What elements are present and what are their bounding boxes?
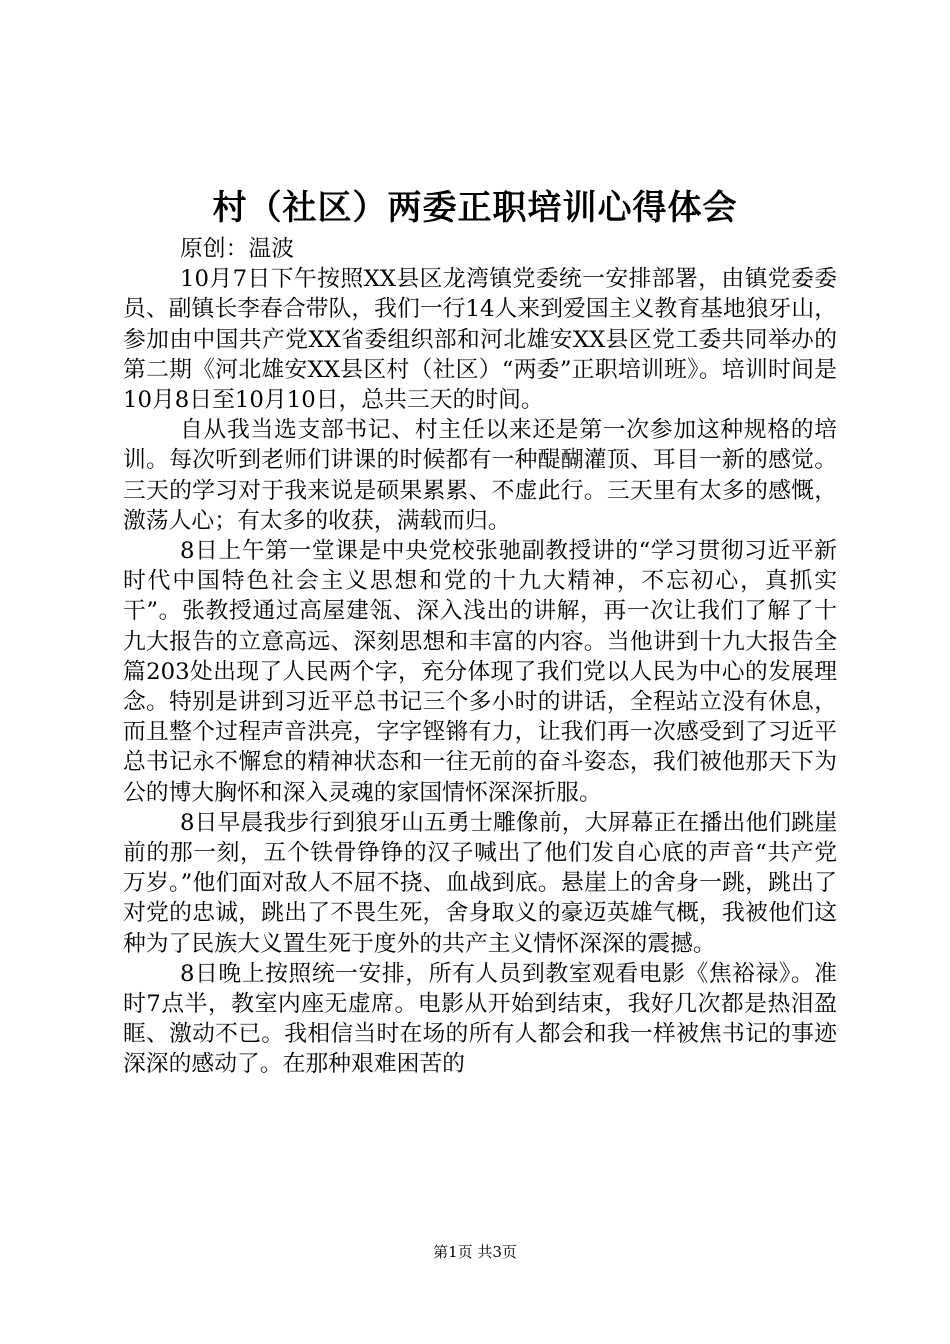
document-title: 村（社区）两委正职培训心得体会 bbox=[212, 188, 738, 228]
paragraph-1: 10月7日下午按照XX县区龙湾镇党委统一安排部署，由镇党委委员、副镇长李春合带队，我们一行14人来到爱国主义教育基地狼牙山，参加由中国共产党XX省委组织部和河北雄安XX县区党工委共同举办的第二期《河北雄安XX县区村（社区）“两委”正职培训班》。培训时间是10月8日至10月10日，总共三天的时间。 bbox=[123, 266, 837, 414]
author-line: 原创：温波 bbox=[180, 236, 294, 262]
document-body bbox=[123, 234, 837, 1080]
paragraph-3: 8日上午第一堂课是中央党校张驰副教授讲的“学习贯彻习近平新时代中国特色社会主义思想和党的十九大精神，不忘初心，真抓实干”。张教授通过高屋建瓴、深入浅出的讲解，再一次让我们了解了十九大报告的立意高远、深刻思想和丰富的内容。当他讲到十九大报告全篇203处出现了人民两个字，充分体现了我们党以人民为中心的发展理念。特别是讲到习近平总书记三个多小时的讲话，全程站立没有休息，而且整个过程声音洪亮，字字铿锵有力，让我们再一次感受到了习近平总书记永不懈怠的精神状态和一往无前的奋斗姿态，我们被他那天下为公的博大胸怀和深入灵魂的家国情怀深深折服。 bbox=[123, 538, 837, 806]
paragraph-2: 自从我当选支部书记、村主任以来还是第一次参加这种规格的培训。每次听到老师们讲课的时候都有一种醍醐灌顶、耳目一新的感觉。三天的学习对于我来说是硕果累累、不虚此行。三天里有太多的感慨，激荡人心；有太多的收获，满载而归。 bbox=[123, 417, 837, 534]
page-number-footer: 第1页 共3页 bbox=[433, 1243, 517, 1261]
paragraph-5: 8日晚上按照统一安排，所有人员到教室观看电影《焦裕禄》。准时7点半，教室内座无虚席。电影从开始到结束，我好几次都是热泪盈眶、激动不已。我相信当时在场的所有人都会和我一样被焦书记的事迹深深的感动了。在那种艰难困苦的 bbox=[123, 960, 837, 1078]
paragraph-4: 8日早晨我步行到狼牙山五勇士雕像前，大屏幕正在播出他们跳崖前的那一刻，五个铁骨铮铮的汉子喊出了他们发自心底的声音“共产党万岁。”他们面对敌人不屈不挠、血战到底。悬崖上的舍身一跳，跳出了对党的忠诚，跳出了不畏生死，舍身取义的豪迈英雄气概，我被他们这种为了民族大义置生死于度外的共产主义情怀深深的震撼。 bbox=[123, 809, 837, 957]
